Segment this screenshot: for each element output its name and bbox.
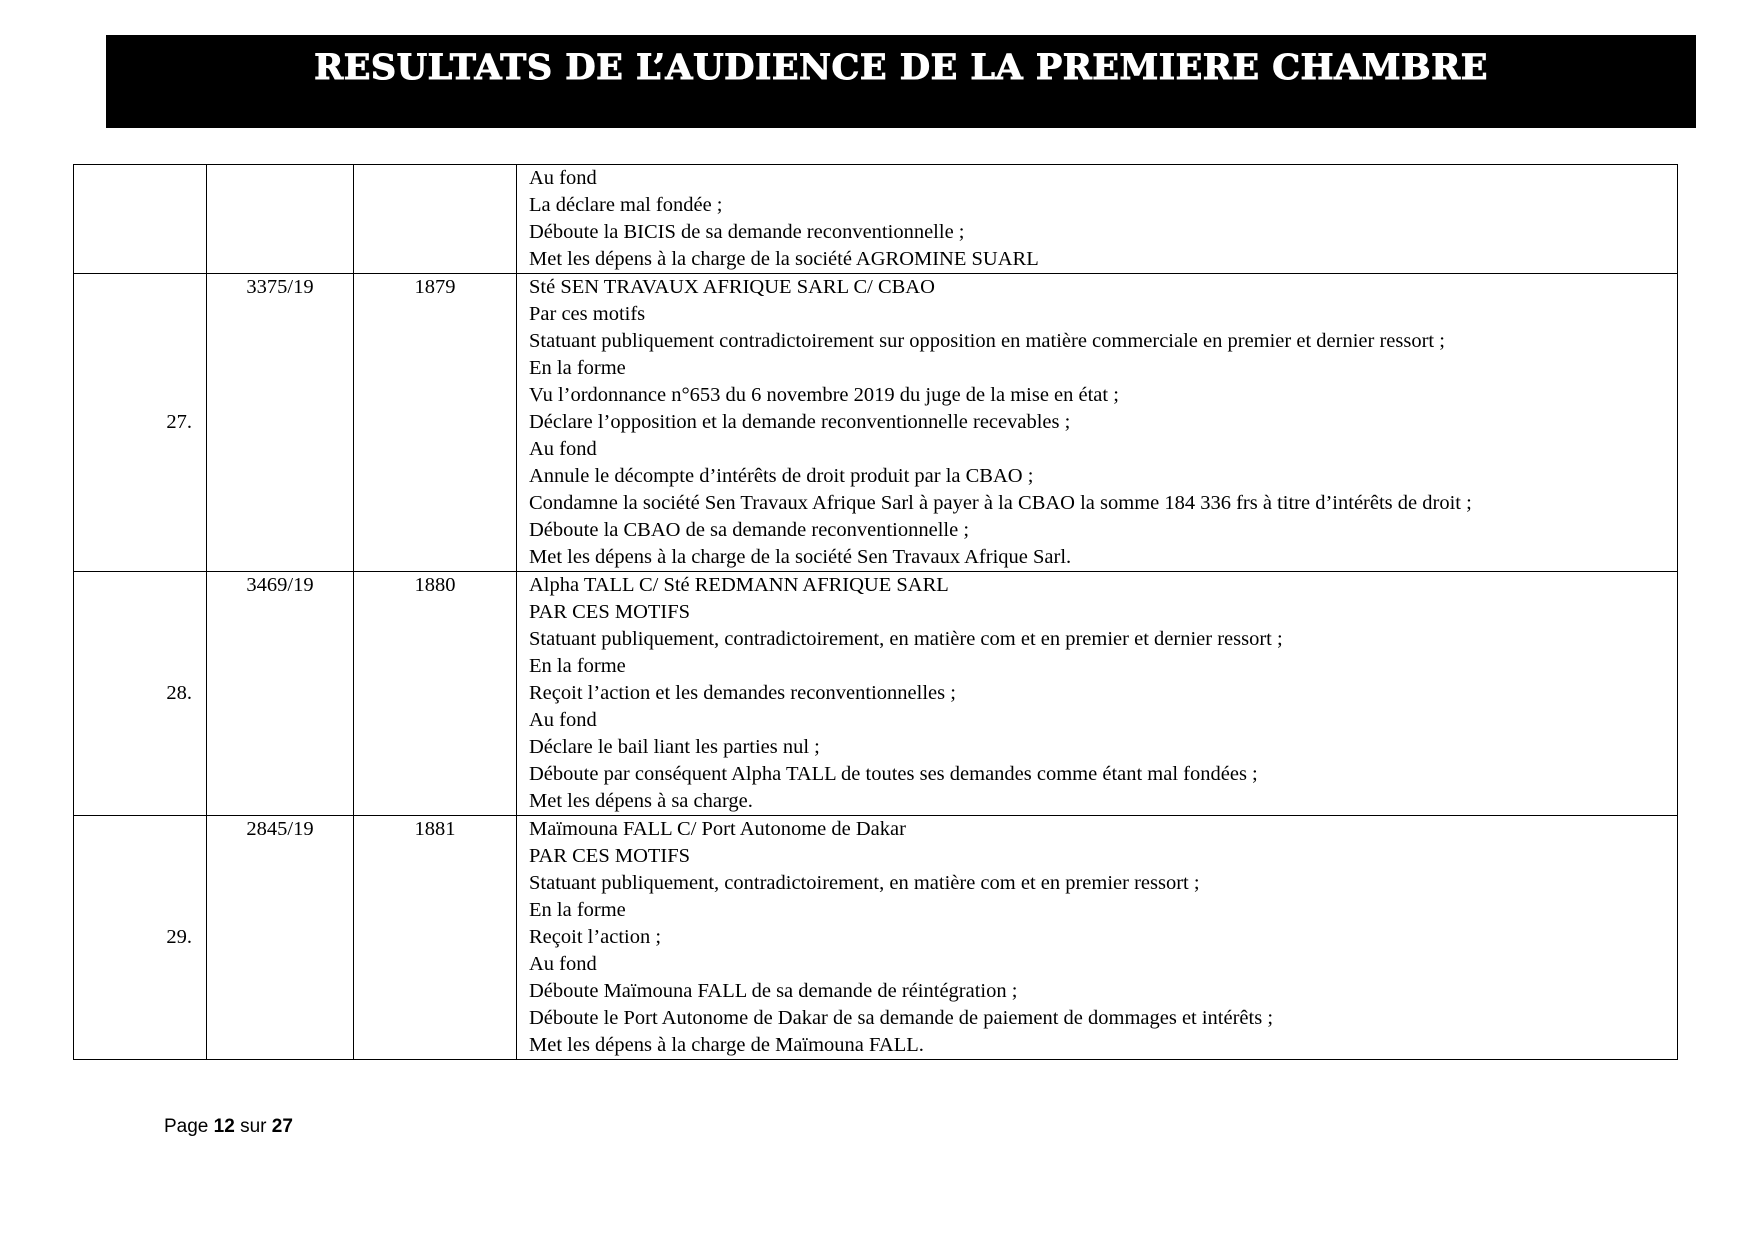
table-row [74, 572, 1678, 816]
ruling-line: Vu l’ordonnance n°653 du 6 novembre 2019 du juge de la mise en état ; [529, 384, 1119, 406]
ruling-line: La déclare mal fondée ; [529, 194, 723, 216]
page-footer [164, 1116, 293, 1138]
rg-number-text: 3375/19 [246, 276, 314, 298]
decision-number [354, 572, 517, 816]
ruling-line: Par ces motifs [529, 303, 646, 325]
ruling-line: Déboute la BICIS de sa demande reconventionnelle ; [529, 221, 965, 243]
decision-number-text: 1880 [414, 574, 456, 596]
ruling-text [517, 274, 1678, 572]
ruling-line: Au fond [529, 167, 597, 189]
ruling-text [517, 572, 1678, 816]
ruling-line: Déboute le Port Autonome de Dakar de sa demande de paiement de dommages et intérêts ; [529, 1007, 1274, 1029]
table-row [74, 816, 1678, 1060]
decision-number [354, 165, 517, 274]
ruling-text [517, 816, 1678, 1060]
ruling-text [517, 165, 1678, 274]
ruling-line: Met les dépens à sa charge. [529, 790, 753, 812]
ruling-line: Alpha TALL C/ Sté REDMANN AFRIQUE SARL [529, 574, 949, 596]
ruling-line: Déboute par conséquent Alpha TALL de toutes ses demandes comme étant mal fondées ; [529, 763, 1258, 785]
rg-number [207, 816, 354, 1060]
case-number: 29. [74, 816, 207, 1060]
rg-number-text: 2845/19 [246, 818, 314, 840]
case-number: 27. [74, 274, 207, 572]
rg-number [207, 165, 354, 274]
ruling-line: Reçoit l’action et les demandes reconventionnelles ; [529, 682, 956, 704]
ruling-line: Met les dépens à la charge de la société Sen Travaux Afrique Sarl. [529, 546, 1072, 568]
table-row [74, 274, 1678, 572]
decision-number-text: 1879 [414, 276, 456, 298]
ruling-line: Au fond [529, 953, 597, 975]
ruling-line: Met les dépens à la charge de Maïmouna FALL. [529, 1034, 924, 1056]
table-row [74, 165, 1678, 274]
case-number: 28. [74, 572, 207, 816]
page-current: 12 [213, 1116, 235, 1137]
ruling-line: En la forme [529, 899, 626, 921]
ruling-line: Déboute Maïmouna FALL de sa demande de réintégration ; [529, 980, 1018, 1002]
rg-number-text [207, 165, 353, 192]
ruling-line: Met les dépens à la charge de la société AGROMINE SUARL [529, 248, 1039, 270]
results-table [73, 164, 1678, 1060]
ruling-line: Déboute la CBAO de sa demande reconventionnelle ; [529, 519, 970, 541]
decision-number [354, 816, 517, 1060]
decision-number-text [354, 165, 516, 192]
ruling-line: PAR CES MOTIFS [529, 845, 691, 867]
ruling-line: Statuant publiquement, contradictoirement, en matière com et en premier ressort ; [529, 872, 1200, 894]
header-banner [106, 35, 1696, 128]
ruling-line: Statuant publiquement contradictoirement sur opposition en matière commerciale en premier et dernier ressort ; [529, 330, 1445, 352]
ruling-line: En la forme [529, 655, 626, 677]
page-separator: sur [240, 1116, 267, 1137]
rg-number [207, 572, 354, 816]
ruling-line: En la forme [529, 357, 626, 379]
rg-number [207, 274, 354, 572]
ruling-line: Annule le décompte d’intérêts de droit produit par la CBAO ; [529, 465, 1034, 487]
page-label: Page [164, 1116, 209, 1137]
decision-number [354, 274, 517, 572]
ruling-line: Maïmouna FALL C/ Port Autonome de Dakar [529, 818, 906, 840]
ruling-line: PAR CES MOTIFS [529, 601, 691, 623]
ruling-line: Statuant publiquement, contradictoirement, en matière com et en premier et dernier ressort ; [529, 628, 1283, 650]
ruling-line: Déclare l’opposition et la demande reconventionnelle recevables ; [529, 411, 1071, 433]
ruling-line: Reçoit l’action ; [529, 926, 662, 948]
case-number [74, 165, 207, 274]
page-total: 27 [271, 1116, 293, 1137]
ruling-line: Sté SEN TRAVAUX AFRIQUE SARL C/ CBAO [529, 276, 935, 298]
rg-number-text: 3469/19 [246, 574, 314, 596]
results-table-body [74, 165, 1678, 1060]
ruling-line: Au fond [529, 709, 597, 731]
ruling-line: Condamne la société Sen Travaux Afrique Sarl à payer à la CBAO la somme 184 336 frs à titre d’intérêts de droit ; [529, 492, 1472, 514]
ruling-line: Déclare le bail liant les parties nul ; [529, 736, 820, 758]
page-title: RESULTATS DE L’AUDIENCE DE LA PREMIERE CHAMBRE [314, 47, 1488, 88]
decision-number-text: 1881 [414, 818, 456, 840]
ruling-line: Au fond [529, 438, 597, 460]
